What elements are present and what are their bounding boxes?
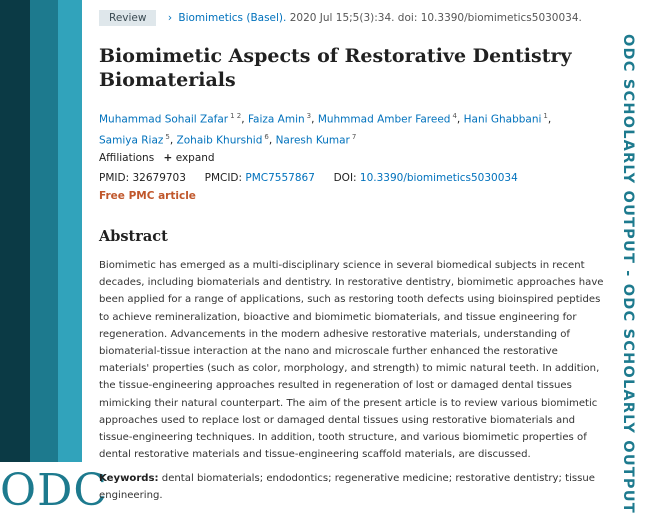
pmid-value: 32679703 xyxy=(132,172,186,184)
chevron-right-icon: › xyxy=(167,12,173,24)
affiliations-toggle[interactable] xyxy=(99,152,215,164)
pmcid-link[interactable]: PMC7557867 xyxy=(245,172,315,184)
odc-watermark: ODC SCHOLARLY OUTPUT - ODC SCHOLARLY OUTPUT xyxy=(620,34,636,514)
article-title: Biomimetic Aspects of Restorative Dentistry Biomaterials xyxy=(99,45,572,91)
pmid-label: PMID: xyxy=(99,172,130,184)
author-affiliation-ref[interactable]: 7 xyxy=(351,132,357,141)
plus-icon: + xyxy=(163,152,173,164)
pmcid-label: PMCID: xyxy=(204,172,243,184)
article-type-badge: Review xyxy=(99,10,156,26)
author-link[interactable]: Hani Ghabbani xyxy=(463,113,542,126)
decor-bar-dark xyxy=(0,0,30,462)
expand-label: expand xyxy=(175,152,215,164)
keywords-list: dental biomaterials; endodontics; regenerative medicine; restorative dentistry; tissue engineering. xyxy=(99,473,596,501)
author-link[interactable]: Muhammad Sohail Zafar xyxy=(99,113,229,126)
author-link[interactable]: Samiya Riaz xyxy=(99,134,164,146)
keywords xyxy=(99,470,599,504)
keywords-label: Keywords: xyxy=(99,473,159,484)
decor-bar-mid xyxy=(30,0,58,462)
decor-bar-light xyxy=(58,0,82,462)
citation-line xyxy=(99,10,582,26)
doi-label: DOI: xyxy=(333,172,357,184)
citation-details: 2020 Jul 15;5(3):34. doi: 10.3390/biomimetics5030034. xyxy=(289,12,582,24)
author-affiliation-ref[interactable]: 4 xyxy=(452,112,457,120)
author-affiliation-ref[interactable]: 5 xyxy=(165,132,170,141)
free-pmc-article-link[interactable]: Free PMC article xyxy=(99,190,196,202)
author-link[interactable]: Zohaib Khurshid xyxy=(176,134,263,146)
identifier-line xyxy=(99,172,518,184)
author-affiliation-ref[interactable]: 1 xyxy=(543,112,548,120)
abstract-text: Biomimetic has emerged as a multi-disciplinary science in several biomedical subjects in recent decades, including biomaterials and dentistry. In restorative dentistry, biomimetic approaches have been applied for a range of applications, such as restoring tooth defects using bioinspired peptides to achieve remineralization, bioactive and biomimetic biomaterials, and tissue engineering for regeneration. Advancements in the modern adhesive restorative materials, understanding of biomaterial-tissue interaction at the nano and microscale further enhanced the restorative materials' properties (such as color, morphology, and strength) to mimic natural teeth. In addition, the tissue-engineering approaches resulted in regeneration of lost or damaged dental tissues mimicking their natural counterpart. The aim of the present article is to review various biomimetic approaches used to replace lost or damaged dental tissues using restorative biomaterials and tissue-engineering techniques. In addition, tooth structure, and various biomimetic properties of dental restorative materials and tissue-engineering scaffold materials, are discussed. xyxy=(99,260,604,461)
odc-logo: ODC xyxy=(0,465,109,516)
author-list: Muhammad Sohail Zafar $^{1 2}$, Faiza Amin $^3$, Muhmmad Amber Fareed $^4$, Hani Ghabbani $^1$, Samiya Riaz $^5$, Zohaib Khurshid $^6$, Naresh Kumar $^7$ xyxy=(99,112,552,146)
author-affiliation-ref[interactable]: 3 xyxy=(306,112,312,120)
abstract-heading: Abstract xyxy=(99,228,168,245)
journal-link[interactable]: Biomimetics (Basel). xyxy=(178,12,287,24)
author-link[interactable]: Muhmmad Amber Fareed xyxy=(317,113,451,126)
author-affiliation-ref[interactable]: 6 xyxy=(264,132,269,141)
author-affiliation-ref[interactable]: 1 2 xyxy=(230,112,242,120)
author-link[interactable]: Naresh Kumar xyxy=(275,134,350,146)
doi-link[interactable]: 10.3390/biomimetics5030034 xyxy=(359,172,518,184)
affiliations-label: Affiliations xyxy=(99,152,155,164)
author-link[interactable]: Faiza Amin xyxy=(247,113,305,126)
